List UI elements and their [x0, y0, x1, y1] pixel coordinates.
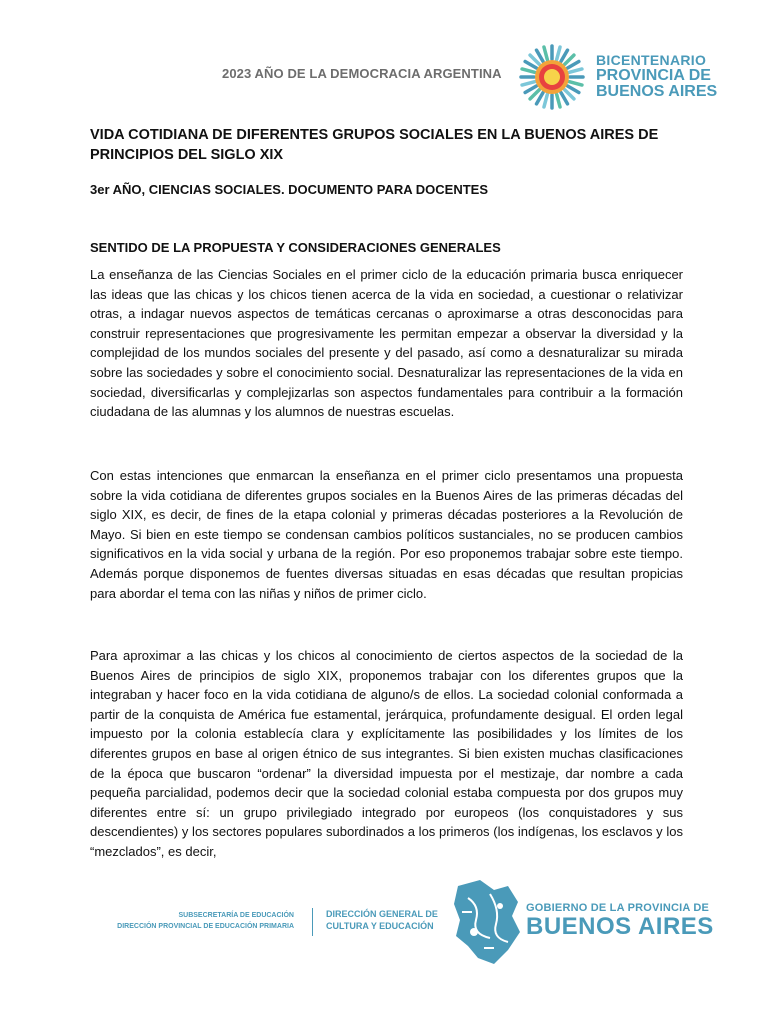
logo-line-3: BUENOS AIRES	[596, 83, 718, 100]
sun-ray	[568, 86, 579, 93]
footer	[0, 872, 768, 982]
sun-ray	[530, 55, 539, 64]
sun-ray	[561, 50, 568, 61]
paragraph-2: Con estas intenciones que enmarcan la enseñanza en el primer ciclo presentamos una propuesta sobre la vida cotidiana de diferentes grupos sociales en la Buenos Aires de las primeras décadas del siglo XIX, es decir, de fines de la etapa colonial y primeras décadas posteriores a la Revolución de Mayo. Si bien en este tiempo se condensan cambios políticos sustanciales, no se producen cambios significativos en la vida social y urbana de la región. Por eso proponemos trabajar sobre este tiempo. Además porque disponemos de fuentes diversas situadas en esas décadas que resultan propicias para abordar el tema con las niñas y niños de primer ciclo.	[90, 468, 683, 601]
sun-ray	[544, 94, 547, 107]
section-heading: SENTIDO DE LA PROPUESTA Y CONSIDERACIONES GENERALES	[90, 240, 501, 255]
footer-gobierno-block	[526, 902, 714, 940]
document-subtitle: 3er AÑO, CIENCIAS SOCIALES. DOCUMENTO PARA DOCENTES	[90, 182, 488, 197]
footer-direccion-general-line-1: DIRECCIÓN GENERAL DE	[326, 909, 438, 919]
sun-ray	[525, 86, 536, 93]
sun-ray	[537, 93, 544, 104]
logo-line-2: PROVINCIA DE	[596, 67, 711, 84]
bicentenario-logo-text	[596, 52, 717, 100]
sun-ray	[537, 50, 544, 61]
sun-ray	[522, 69, 535, 72]
sun-ray	[557, 47, 560, 60]
paragraph-3: Para aproximar a las chicas y los chicos al conocimiento de ciertos aspectos de la sociedad de la Buenos Aires de principios de siglo XIX, proponemos trabajar con los diferentes grupos que la integraban y hacer foco en la vida cotidiana de alguno/s de ellos. La sociedad colonial conformada a partir de la conquista de América fue estamental, jerárquica, profundamente desigual. El orden legal impuesto por la colonia establecía clara y explícitamente las posibilidades y los límites de los diferentes grupos en base al origen étnico de sus integrantes. Si bien existen muchas clasificaciones de la época que buscaron “ordenar” la diversidad impuesta por el mestizaje, dar nombre a cada pequeña parcialidad, podemos decir que la sociedad colonial estaba compuesta por dos grupos muy diferentes entre sí: un grupo privilegiado integrado por europeos (los conquistadores y sus descendientes) y los sectores populares subordinados a los primeros (los indígenas, los esclavos y los “mezclados”, es decir,	[90, 648, 683, 859]
footer-direccion-provincial: DIRECCIÓN PROVINCIAL DE EDUCACIÓN PRIMARIA	[117, 923, 294, 930]
sun-ray	[530, 90, 539, 99]
sun-ray	[565, 55, 574, 64]
logo-line-1: BICENTENARIO	[596, 52, 707, 68]
footer-gobierno-line-2: BUENOS AIRES	[526, 913, 714, 940]
footer-subsecretaria-block	[104, 910, 294, 932]
document-title: VIDA COTIDIANA DE DIFERENTES GRUPOS SOCIALES EN LA BUENOS AIRES DE PRINCIPIOS DEL SIGLO XIX	[90, 127, 659, 163]
footer-gobierno-line-1: GOBIERNO DE LA PROVINCIA DE	[526, 902, 710, 914]
header-tagline: 2023 AÑO DE LA DEMOCRACIA ARGENTINA	[222, 66, 502, 81]
sun-ray	[569, 69, 582, 72]
province-map-icon	[450, 876, 524, 968]
sun-ray	[557, 94, 560, 107]
sun-ray	[568, 62, 579, 69]
sun-ray	[525, 62, 536, 69]
sun-emblem-icon	[519, 44, 585, 110]
footer-divider	[312, 908, 313, 936]
sun-ray	[544, 47, 547, 60]
sun-ray	[561, 93, 568, 104]
paragraph-1: La enseñanza de las Ciencias Sociales en el primer ciclo de la educación primaria busca enriquecer las ideas que las chicas y los chicos tienen acerca de la vida en sociedad, a cuestionar o relativizar otras, a indagar nuevos aspectos de temáticas cercanas o aproximarse a otras desconocidas para construir representaciones que progresivamente les permitan empezar a observar la diversidad y la complejidad de los mundos sociales del presente y del pasado, así como a desnaturalizar su mirada sobre las sociedades y sobre el conocimiento social. Desnaturalizar las representaciones de la vida en sociedad, diversificarlas y complejizarlas son aspectos fundamentales para contribuir a la formación ciudadana de las alumnas y los alumnos de nuestras escuelas.	[90, 267, 683, 420]
footer-subsecretaria: SUBSECRETARÍA DE EDUCACIÓN	[178, 912, 294, 919]
sun-ray	[522, 82, 535, 85]
sun-ray	[569, 82, 582, 85]
sun-ray	[565, 90, 574, 99]
footer-direccion-general-block	[326, 908, 438, 932]
footer-direccion-general-line-2: CULTURA Y EDUCACIÓN	[326, 921, 434, 931]
